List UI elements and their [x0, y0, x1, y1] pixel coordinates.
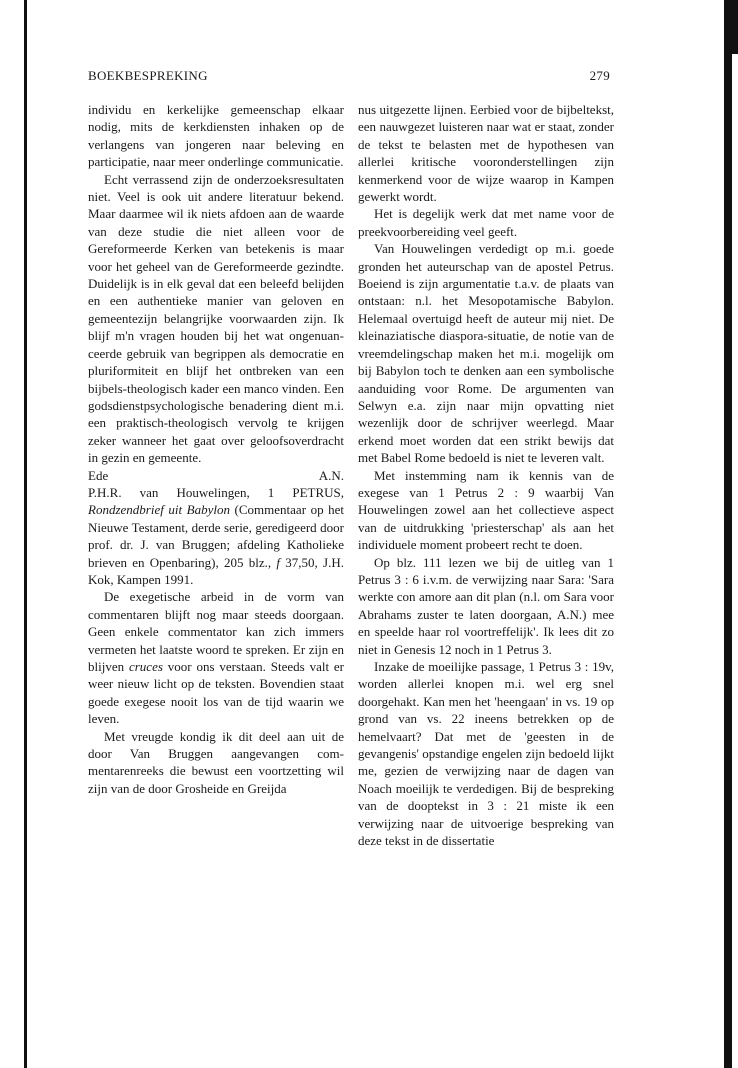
signature-place: Ede	[88, 467, 109, 483]
citation-currency: f	[276, 554, 281, 570]
paragraph: Inzake de moeilijke passage, 1 Petrus 3 : 19v, worden allerlei knopen m.i. wel erg snel doorgehakt. Kan men het 'heengaan' in vs. 19 op grond van vs. 22 ineens betrekken op de hemelvaart? Dat met de 'geesten in de gevangenis' opstandige engelen zijn bedoeld lijkt me, gezien de verwijzing naar de dagen van Noach moeilijk te verdedigen. Bij de bespreking van de dooptekst in 3 : 21 miste ik een verwijzing naar de uitvoerige bespreking van deze tekst in de dissertatie	[358, 659, 614, 849]
book-citation	[88, 484, 344, 588]
citation-author: P.H.R. van Houwelingen, 1 PETRUS,	[88, 484, 344, 500]
citation-title: Rondzendbrief uit Babylon	[88, 502, 230, 518]
paragraph: Met instemming nam ik kennis van de exegese van 1 Petrus 2 : 9 waarbij Van Houwelingen zowel aan het collectieve aspect van de uitdrukking 'priesterschap' als aan het individuele moment probeert recht te doen.	[358, 467, 614, 553]
paragraph-text: De exegetische arbeid in de vorm van commentaren blijft nog maar steeds doorgaan. Geen enkele commentator kan zich immers vermeten het laatste woord te spreken. Er zijn en blijven	[88, 589, 344, 674]
signature	[88, 467, 344, 484]
signature-initials: A.N.	[318, 467, 344, 483]
scan-edge-left	[24, 0, 27, 1068]
paragraph: nus uitgezette lijnen. Eerbied voor de bijbeltekst, een nauwgezet luisteren naar wat er staat, zonder de tekst te belasten met de hypothesen van allerlei kritische vooronderstellingen zijn kenmerkend voor de wijze waarop in Kampen gewerkt wordt.	[358, 102, 614, 205]
paragraph-text: voor ons verstaan. Steeds valt er weer nieuw licht op de teksten. Bovendien staat goede exegese nooit los van de tijd waarin we leven.	[88, 659, 345, 727]
paragraph: Het is degelijk werk dat met name voor de preekvoorbereiding veel geeft.	[358, 206, 614, 239]
left-column	[88, 101, 344, 797]
citation-details: (Commentaar op het Nieuwe Testament, derde serie, geredigeerd door prof. dr. J. van Bruggen; afdeling Katholieke brieven en Openbaring), 205 blz.,	[88, 502, 345, 570]
page-number: 279	[589, 68, 610, 83]
scan-edge-right-top	[724, 0, 738, 54]
paragraph: individu en kerkelijke gemeenschap elkaar nodig, mits de kerkdiensten inhaken op de verlangens van jongeren naar beleving en participatie, naar meer onderlinge communicatie.	[88, 102, 344, 170]
citation-price-publisher: 37,50, J.H. Kok, Kampen 1991.	[88, 554, 345, 587]
right-column	[358, 101, 614, 849]
paragraph: Echt verrassend zijn de onderzoeksresultaten niet. Veel is ook uit andere literatuur bekend. Maar daarmee wil ik niets afdoen aan de waarde van deze studie die niet alleen voor de Gereformeerde Kerken van betekenis is maar voor het geheel van de Gereformeerde gezindte. Duidelijk is in elk geval dat een beleefd belijden en een authentieke manier van geloven en gemeentezijn belangrijke voorwaarden zijn. Ik blijf m'n vragen houden bij het wat ongenuanceerde gebruik van begrippen als democratie en pluriformiteit en blijf het ontbreken van een bijbels-theologisch kader een manco vinden. Een godsdienstpsychologische benadering dient m.i. een praktisch-theologisch vervolg te krijgen zeker wanneer het gaat over geloofsoverdracht in gezin en gemeente.	[88, 171, 344, 466]
section-title: BOEKBESPREKING	[88, 68, 208, 83]
paragraph: Op blz. 111 lezen we bij de uitleg van 1 Petrus 3 : 6 i.v.m. de verwijzing naar Sara: 'Sara werkte con amore aan dit plan (n.l. om Sara voor Abrahams zuster te laten doorgaan, A.N.) mee en speelde haar rol voortreffelijk'. Ik lees dit zo niet in Genesis 12 noch in 1 Petrus 3.	[358, 554, 614, 657]
italic-term: cruces	[128, 659, 163, 674]
paragraph	[88, 588, 344, 727]
paragraph: Van Houwelingen verdedigt op m.i. goede gronden het auteurschap van de apostel Petrus. Boeiend is zijn argumentatie t.a.v. de plaats van ontstaan: n.l. het Mesopotamische Babylon. Helemaal overtuigd heeft de auteur mij niet. De kleinaziatische diaspora-situatie, de notie van de vreemdelingschap maken het m.i. mogelijk om bij Babylon toch te denken aan een symbolische aanduiding voor Rome. De argumenten van Selwyn e.a. zijn naar mijn opvatting niet wezenlijk door de schrijver weerlegd. Maar erkend moet worden dat een strikt bewijs dat met Babel Rome bedoeld is niet te leveren valt.	[358, 241, 614, 466]
scan-edge-right	[724, 0, 732, 1068]
paragraph: Met vreugde kondig ik dit deel aan uit de door Van Bruggen aangevangen commentarenreeks die bewust een voortzetting wil zijn van de door Grosheide en Greijda	[88, 728, 344, 796]
